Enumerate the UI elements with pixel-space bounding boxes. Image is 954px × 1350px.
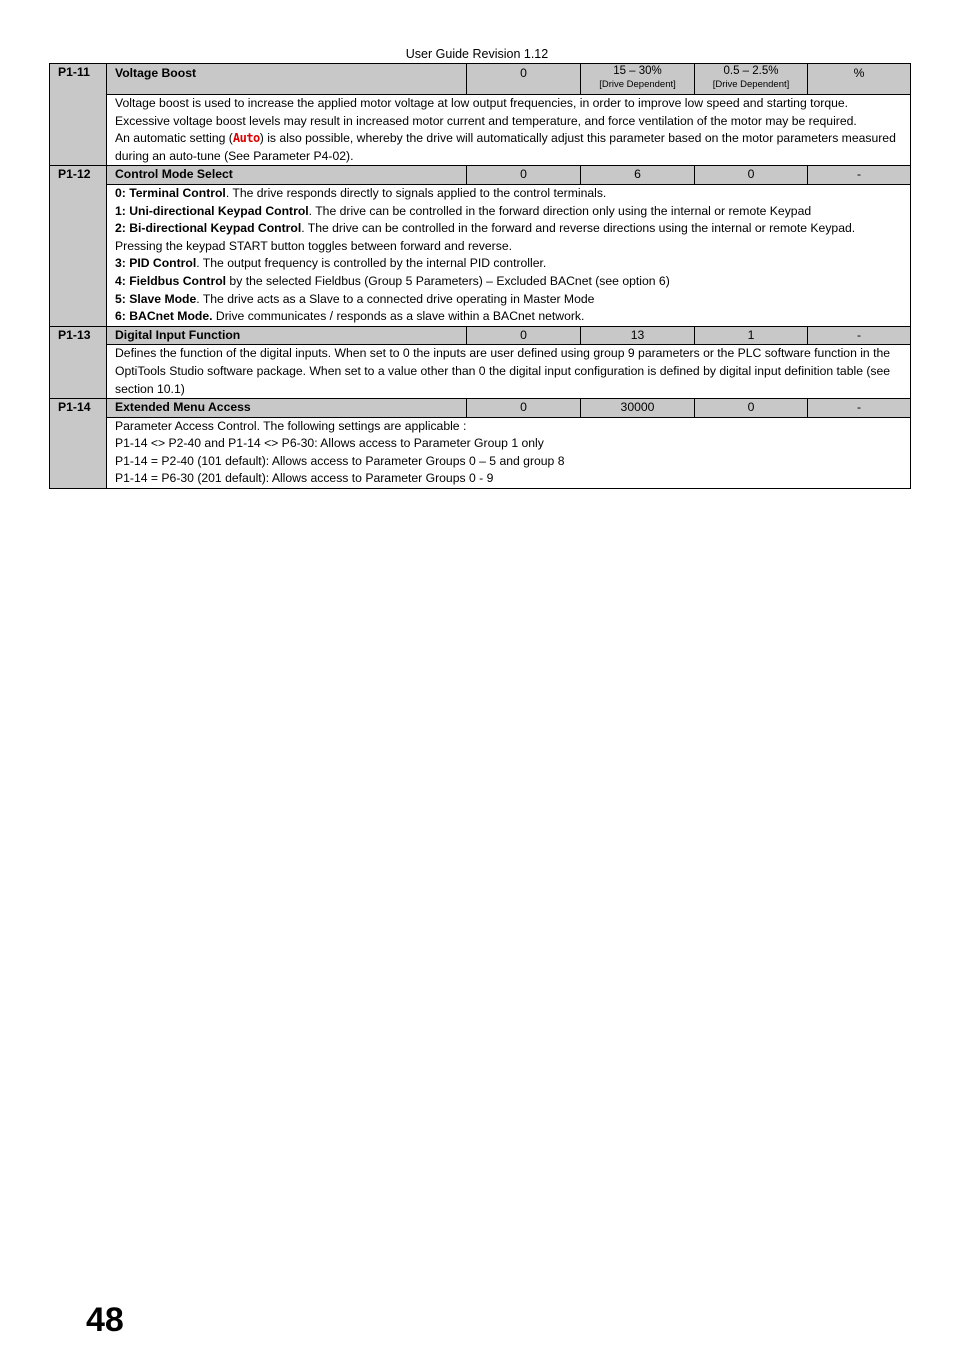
param-units: % xyxy=(808,64,911,95)
option-label: 2: Bi-directional Keypad Control xyxy=(115,221,302,236)
param-max: 6 xyxy=(581,166,695,185)
description-text: ) is also possible, whereby the drive will automatically adjust this parameter based on the motor parameters measured during an auto-tune (See Parameter P4-02). xyxy=(115,131,896,163)
option-label: 5: Slave Mode xyxy=(115,291,197,306)
option-label: 1: Uni-directional Keypad Control xyxy=(115,203,309,218)
param-max: 13 xyxy=(581,326,695,345)
param-units: - xyxy=(808,326,911,345)
option-line xyxy=(115,185,902,203)
document-header: User Guide Revision 1.12 xyxy=(405,47,549,61)
option-line xyxy=(115,291,902,309)
description-line: P1-14 <> P2-40 and P1-14 <> P6-30: Allows access to Parameter Group 1 only xyxy=(115,436,544,451)
option-text: by the selected Fieldbus (Group 5 Parameters) – Excluded BACnet (see option 6) xyxy=(226,273,670,288)
param-name: Control Mode Select xyxy=(107,166,467,185)
param-id: P1-12 xyxy=(50,166,107,326)
param-max: 30000 xyxy=(581,399,695,418)
option-line xyxy=(115,308,902,326)
option-text: . The drive responds directly to signals applied to the control terminals. xyxy=(225,185,607,200)
param-min: 0 xyxy=(467,399,581,418)
param-description xyxy=(107,417,911,488)
description-line: P1-14 = P2-40 (101 default): Allows access to Parameter Groups 0 – 5 and group 8 xyxy=(115,453,565,468)
option-label: 6: BACnet Mode. xyxy=(115,309,213,324)
param-row-p1-14 xyxy=(50,399,911,418)
param-default: 1 xyxy=(695,326,808,345)
option-line xyxy=(115,203,902,221)
param-default: 0 xyxy=(695,166,808,185)
description-text: An automatic setting ( xyxy=(115,131,233,146)
param-units: - xyxy=(808,166,911,185)
param-description xyxy=(107,95,911,166)
param-name: Voltage Boost xyxy=(107,64,467,95)
description-paragraph xyxy=(115,130,902,165)
param-desc-row-p1-12 xyxy=(50,184,911,326)
param-row-p1-11 xyxy=(50,64,911,95)
param-description xyxy=(107,184,911,326)
option-label: 0: Terminal Control xyxy=(115,185,226,200)
option-label: 3: PID Control xyxy=(115,256,197,271)
param-max-note: [Drive Dependent] xyxy=(599,79,676,90)
param-description xyxy=(107,345,911,399)
description-line: Parameter Access Control. The following settings are applicable : xyxy=(115,418,467,433)
parameter-table xyxy=(49,63,911,489)
param-default xyxy=(695,64,808,95)
option-line xyxy=(115,273,902,291)
param-default-value: 0.5 – 2.5% xyxy=(723,65,779,77)
param-min: 0 xyxy=(467,326,581,345)
description-paragraph: Voltage boost is used to increase the applied motor voltage at low output frequencies, in order to improve low speed and starting torque. Excessive voltage boost levels may result in increased motor current and temperature, and force ventilation of the motor may be required. xyxy=(115,96,857,128)
param-row-p1-13 xyxy=(50,326,911,345)
param-id: P1-11 xyxy=(50,64,107,166)
option-text: . The drive acts as a Slave to a connected drive operating in Master Mode xyxy=(196,291,595,306)
page-number: 48 xyxy=(86,1301,124,1339)
option-label: 4: Fieldbus Control xyxy=(115,273,227,288)
param-name: Extended Menu Access xyxy=(107,399,467,418)
auto-display-glyph: Auto xyxy=(232,131,260,146)
description-line: P1-14 = P6-30 (201 default): Allows access to Parameter Groups 0 - 9 xyxy=(115,471,494,486)
option-text: Drive communicates / responds as a slave within a BACnet network. xyxy=(212,309,585,324)
param-max-value: 15 – 30% xyxy=(613,65,662,77)
option-text: . The output frequency is controlled by the internal PID controller. xyxy=(196,256,547,271)
param-default: 0 xyxy=(695,399,808,418)
option-text: . The drive can be controlled in the forward direction only using the internal or remote Keypad xyxy=(308,203,812,218)
option-line xyxy=(115,220,902,255)
param-desc-row-p1-14 xyxy=(50,417,911,488)
param-max xyxy=(581,64,695,95)
param-name: Digital Input Function xyxy=(107,326,467,345)
param-units: - xyxy=(808,399,911,418)
description-paragraph: Defines the function of the digital inputs. When set to 0 the inputs are user defined using group 9 parameters or the PLC software function in the OptiTools Studio software package. When set to a value other than 0 the digital input configuration is defined by digital input definition table (see section 10.1) xyxy=(115,346,891,396)
param-row-p1-12 xyxy=(50,166,911,185)
param-id: P1-14 xyxy=(50,399,107,489)
param-min: 0 xyxy=(467,64,581,95)
param-default-note: [Drive Dependent] xyxy=(712,79,790,90)
param-desc-row-p1-13 xyxy=(50,345,911,399)
option-text: . The drive can be controlled in the forward and reverse directions using the internal or remote Keypad. Pressing the keypad START button toggles between forward and reverse. xyxy=(115,221,856,253)
option-line xyxy=(115,255,902,273)
param-id: P1-13 xyxy=(50,326,107,398)
param-desc-row-p1-11 xyxy=(50,95,911,166)
param-min: 0 xyxy=(467,166,581,185)
